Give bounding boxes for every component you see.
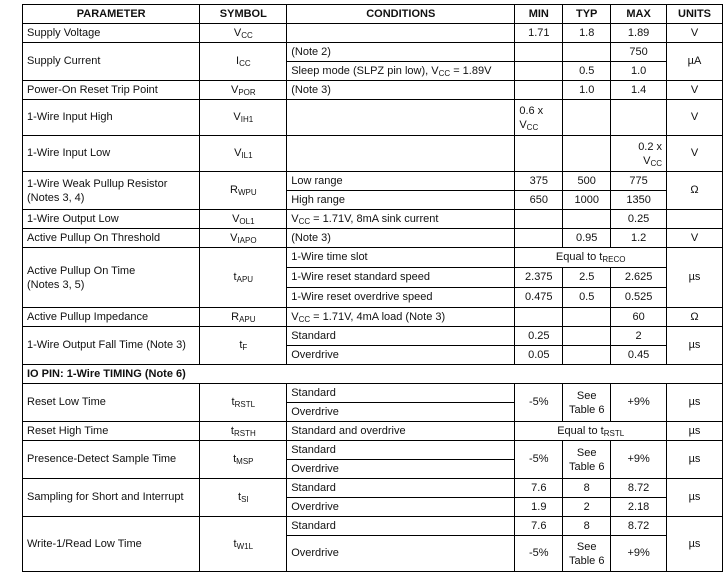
units-cell: µs bbox=[667, 517, 723, 572]
symbol-cell: $t_{MSP}$ bbox=[200, 441, 287, 479]
units-cell bbox=[667, 210, 723, 229]
max-cell: 0.45 bbox=[611, 346, 667, 365]
param-cell: Reset High Time bbox=[23, 422, 200, 441]
section-row bbox=[23, 365, 723, 384]
typ-cell: 0.95 bbox=[563, 229, 611, 248]
condition-cell: Standard bbox=[287, 441, 515, 460]
condition-cell: Sleep mode (SLPZ pin low), $V_{CC} = 1.89V$ bbox=[287, 62, 515, 81]
param-cell: Supply Voltage bbox=[23, 24, 200, 43]
condition-cell bbox=[287, 100, 515, 136]
max-cell: 0.25 bbox=[611, 210, 667, 229]
condition-cell: Standard bbox=[287, 479, 515, 498]
table-row bbox=[23, 308, 723, 327]
condition-cell: $V_{CC} = 1.71V$, 8mA sink current bbox=[287, 210, 515, 229]
param-cell: 1-Wire Input Low bbox=[23, 136, 200, 172]
typ-cell bbox=[563, 346, 611, 365]
condition-cell: (Note 2) bbox=[287, 43, 515, 62]
max-cell: 1.4 bbox=[611, 81, 667, 100]
typ-cell: 1.8 bbox=[563, 24, 611, 43]
value-cell: Equal to $t_{RECO}$ bbox=[515, 248, 667, 268]
max-cell: 1.89 bbox=[611, 24, 667, 43]
min-cell: 7.6 bbox=[515, 517, 563, 536]
typ-cell bbox=[563, 210, 611, 229]
units-cell: V bbox=[667, 136, 723, 172]
min-cell bbox=[515, 81, 563, 100]
units-cell: µs bbox=[667, 248, 723, 308]
table-row bbox=[23, 422, 723, 441]
table-row bbox=[23, 327, 723, 346]
units-cell: µA bbox=[667, 43, 723, 81]
symbol-cell: $R_{APU}$ bbox=[200, 308, 287, 327]
condition-cell bbox=[287, 24, 515, 43]
units-cell: µs bbox=[667, 384, 723, 422]
typ-cell bbox=[563, 43, 611, 62]
table-row bbox=[23, 172, 723, 191]
condition-cell: (Note 3) bbox=[287, 229, 515, 248]
units-cell: V bbox=[667, 24, 723, 43]
header-symbol: SYMBOL bbox=[200, 5, 287, 24]
max-cell: 1350 bbox=[611, 191, 667, 210]
min-cell: 1.71 bbox=[515, 24, 563, 43]
condition-cell: Overdrive bbox=[287, 460, 515, 479]
table-row bbox=[23, 81, 723, 100]
min-cell: 0.25 bbox=[515, 327, 563, 346]
max-cell: 0.525 bbox=[611, 288, 667, 308]
condition-cell: Overdrive bbox=[287, 498, 515, 517]
max-cell: 1.0 bbox=[611, 62, 667, 81]
param-cell: Presence-Detect Sample Time bbox=[23, 441, 200, 479]
max-cell bbox=[611, 100, 667, 136]
typ-cell bbox=[563, 136, 611, 172]
spec-table-container bbox=[22, 4, 723, 572]
symbol-cell: $V_{OL1}$ bbox=[200, 210, 287, 229]
max-cell: 8.72 bbox=[611, 479, 667, 498]
condition-cell: Overdrive bbox=[287, 536, 515, 572]
max-cell: 2.625 bbox=[611, 268, 667, 288]
min-cell: 2.375 bbox=[515, 268, 563, 288]
min-cell: -5% bbox=[515, 441, 563, 479]
max-cell: +9% bbox=[611, 384, 667, 422]
typ-cell: 1000 bbox=[563, 191, 611, 210]
min-cell: 7.6 bbox=[515, 479, 563, 498]
header-conditions: CONDITIONS bbox=[287, 5, 515, 24]
max-cell: 0.2 x $V_{CC}$ bbox=[611, 136, 667, 172]
table-row bbox=[23, 210, 723, 229]
units-cell: Ω bbox=[667, 308, 723, 327]
units-cell: µs bbox=[667, 479, 723, 517]
table-row bbox=[23, 479, 723, 498]
header-min: MIN bbox=[515, 5, 563, 24]
table-row bbox=[23, 248, 723, 268]
typ-cell: 8 bbox=[563, 517, 611, 536]
min-cell: -5% bbox=[515, 536, 563, 572]
min-cell bbox=[515, 136, 563, 172]
units-cell: V bbox=[667, 229, 723, 248]
condition-cell bbox=[287, 136, 515, 172]
param-cell: Power-On Reset Trip Point bbox=[23, 81, 200, 100]
typ-cell bbox=[563, 327, 611, 346]
param-cell: Active Pullup On Threshold bbox=[23, 229, 200, 248]
section-title: IO PIN: 1-Wire TIMING (Note 6) bbox=[23, 365, 723, 384]
param-cell: 1-Wire Output Fall Time (Note 3) bbox=[23, 327, 200, 365]
header-row bbox=[23, 5, 723, 24]
condition-cell: High range bbox=[287, 191, 515, 210]
min-cell bbox=[515, 229, 563, 248]
typ-cell: 2 bbox=[563, 498, 611, 517]
symbol-cell: $V_{IH1}$ bbox=[200, 100, 287, 136]
typ-cell bbox=[563, 100, 611, 136]
symbol-cell: $R_{WPU}$ bbox=[200, 172, 287, 210]
symbol-cell: $I_{CC}$ bbox=[200, 43, 287, 81]
condition-cell: Low range bbox=[287, 172, 515, 191]
typ-cell: See Table 6 bbox=[563, 441, 611, 479]
condition-cell: 1-Wire time slot bbox=[287, 248, 515, 268]
table-row bbox=[23, 100, 723, 136]
table-row bbox=[23, 441, 723, 460]
condition-cell: Standard bbox=[287, 517, 515, 536]
header-typ: TYP bbox=[563, 5, 611, 24]
typ-cell: 0.5 bbox=[563, 62, 611, 81]
max-cell: +9% bbox=[611, 441, 667, 479]
min-cell: -5% bbox=[515, 384, 563, 422]
symbol-cell: $V_{CC}$ bbox=[200, 24, 287, 43]
table-row bbox=[23, 43, 723, 62]
units-cell: V bbox=[667, 81, 723, 100]
units-cell: V bbox=[667, 100, 723, 136]
param-cell: Active Pullup On Time (Notes 3, 5) bbox=[23, 248, 200, 308]
condition-cell: $V_{CC} = 1.71V$, 4mA load (Note 3) bbox=[287, 308, 515, 327]
param-cell: Reset Low Time bbox=[23, 384, 200, 422]
max-cell: 750 bbox=[611, 43, 667, 62]
units-cell: Ω bbox=[667, 172, 723, 210]
table-row bbox=[23, 24, 723, 43]
condition-cell: Overdrive bbox=[287, 346, 515, 365]
condition-cell: 1-Wire reset standard speed bbox=[287, 268, 515, 288]
symbol-cell: $V_{IL1}$ bbox=[200, 136, 287, 172]
table-row bbox=[23, 517, 723, 536]
symbol-cell: $V_{IAPO}$ bbox=[200, 229, 287, 248]
symbol-cell: $t_{RSTH}$ bbox=[200, 422, 287, 441]
typ-cell: See Table 6 bbox=[563, 384, 611, 422]
max-cell: 775 bbox=[611, 172, 667, 191]
param-cell: Supply Current bbox=[23, 43, 200, 81]
value-cell: Equal to $t_{RSTL}$ bbox=[515, 422, 667, 441]
table-row bbox=[23, 384, 723, 403]
condition-cell: Overdrive bbox=[287, 403, 515, 422]
symbol-cell: $t_{W1L}$ bbox=[200, 517, 287, 572]
header-max: MAX bbox=[611, 5, 667, 24]
param-cell: Sampling for Short and Interrupt bbox=[23, 479, 200, 517]
condition-cell: 1-Wire reset overdrive speed bbox=[287, 288, 515, 308]
max-cell: 2.18 bbox=[611, 498, 667, 517]
typ-cell: See Table 6 bbox=[563, 536, 611, 572]
min-cell: 0.6 x $V_{CC}$ bbox=[515, 100, 563, 136]
typ-cell: 2.5 bbox=[563, 268, 611, 288]
param-cell: 1-Wire Weak Pullup Resistor (Notes 3, 4) bbox=[23, 172, 200, 210]
table-row bbox=[23, 136, 723, 172]
min-cell bbox=[515, 62, 563, 81]
typ-cell: 1.0 bbox=[563, 81, 611, 100]
param-cell: Write-1/Read Low Time bbox=[23, 517, 200, 572]
param-cell: Active Pullup Impedance bbox=[23, 308, 200, 327]
min-cell bbox=[515, 308, 563, 327]
max-cell: 1.2 bbox=[611, 229, 667, 248]
param-cell: 1-Wire Input High bbox=[23, 100, 200, 136]
min-cell bbox=[515, 210, 563, 229]
units-cell: µs bbox=[667, 327, 723, 365]
symbol-cell: $t_{APU}$ bbox=[200, 248, 287, 308]
min-cell: 375 bbox=[515, 172, 563, 191]
max-cell: 8.72 bbox=[611, 517, 667, 536]
condition-cell: Standard bbox=[287, 327, 515, 346]
typ-cell: 8 bbox=[563, 479, 611, 498]
electrical-characteristics-table bbox=[22, 4, 723, 572]
min-cell: 0.05 bbox=[515, 346, 563, 365]
typ-cell: 500 bbox=[563, 172, 611, 191]
min-cell: 0.475 bbox=[515, 288, 563, 308]
header-units: UNITS bbox=[667, 5, 723, 24]
max-cell: +9% bbox=[611, 536, 667, 572]
symbol-cell: $V_{POR}$ bbox=[200, 81, 287, 100]
max-cell: 2 bbox=[611, 327, 667, 346]
condition-cell: Standard and overdrive bbox=[287, 422, 515, 441]
max-cell: 60 bbox=[611, 308, 667, 327]
min-cell: 1.9 bbox=[515, 498, 563, 517]
param-cell: 1-Wire Output Low bbox=[23, 210, 200, 229]
min-cell bbox=[515, 43, 563, 62]
typ-cell: 0.5 bbox=[563, 288, 611, 308]
symbol-cell: $t_{RSTL}$ bbox=[200, 384, 287, 422]
symbol-cell: $t_F$ bbox=[200, 327, 287, 365]
symbol-cell: $t_{SI}$ bbox=[200, 479, 287, 517]
table-row bbox=[23, 229, 723, 248]
min-cell: 650 bbox=[515, 191, 563, 210]
header-parameter: PARAMETER bbox=[23, 5, 200, 24]
condition-cell: (Note 3) bbox=[287, 81, 515, 100]
condition-cell: Standard bbox=[287, 384, 515, 403]
typ-cell bbox=[563, 308, 611, 327]
units-cell: µs bbox=[667, 441, 723, 479]
units-cell: µs bbox=[667, 422, 723, 441]
